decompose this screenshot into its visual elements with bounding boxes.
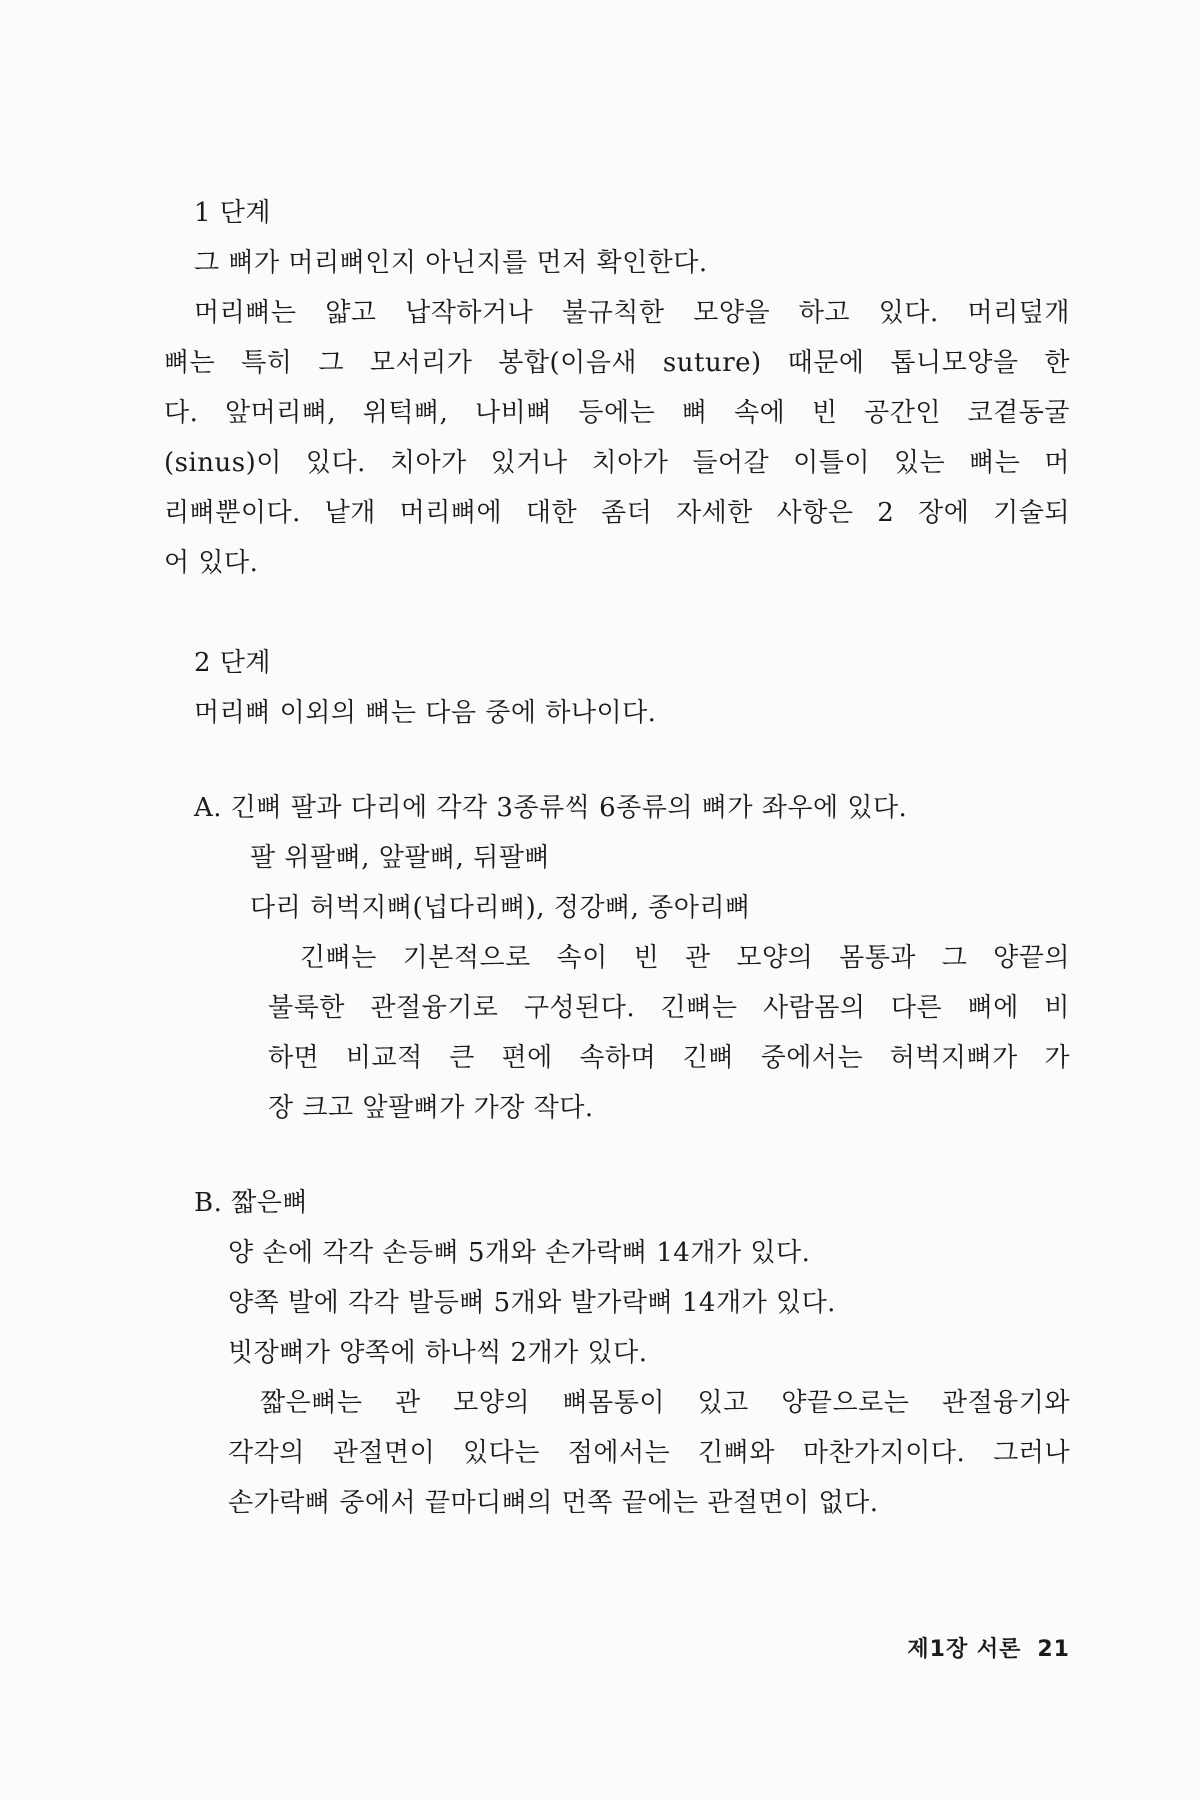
sectionA-para-line: 하면 비교적 큰 편에 속하며 긴뼈 중에서는 허벅지뼈가 가 xyxy=(268,1043,1070,1073)
sectionA-para-line: 불룩한 관절융기로 구성된다. 긴뼈는 사람몸의 다른 뼈에 비 xyxy=(268,993,1070,1023)
sectionB-para-line: 짧은뼈는 관 모양의 뼈몸통이 있고 양끝으로는 관절융기와 xyxy=(260,1388,1070,1418)
step2-intro: 머리뼈 이외의 뼈는 다음 중에 하나이다. xyxy=(194,698,657,728)
sectionB-item: 양 손에 각각 손등뼈 5개와 손가락뼈 14개가 있다. xyxy=(228,1238,811,1268)
step1-para-line: (sinus)이 있다. 치아가 있거나 치아가 들어갈 이틀이 있는 뼈는 머 xyxy=(164,448,1070,478)
page-footer xyxy=(850,1630,1070,1670)
step1-para-line: 어 있다. xyxy=(164,548,259,578)
sectionA-para-line: 장 크고 앞팔뼈가 가장 작다. xyxy=(268,1093,594,1123)
step1-para-line: 뼈는 특히 그 모서리가 봉합(이음새 suture) 때문에 톱니모양을 한 xyxy=(164,348,1070,378)
sectionB-para-line: 손가락뼈 중에서 끝마디뼈의 먼쪽 끝에는 관절면이 없다. xyxy=(228,1488,879,1518)
step1-heading: 1 단계 xyxy=(194,198,272,228)
step1-para-line: 리뼈뿐이다. 낱개 머리뼈에 대한 좀더 자세한 사항은 2 장에 기술되 xyxy=(164,498,1070,528)
page-number: 21 xyxy=(1037,1637,1070,1662)
sectionB-heading: B. 짧은뼈 xyxy=(194,1188,308,1218)
chapter-title: 제1장 서론 xyxy=(907,1637,1022,1662)
step1-para-line: 다. 앞머리뼈, 위턱뼈, 나비뼈 등에는 뼈 속에 빈 공간인 코곁동굴 xyxy=(164,398,1070,428)
sectionB-para-line: 각각의 관절면이 있다는 점에서는 긴뼈와 마찬가지이다. 그러나 xyxy=(228,1438,1070,1468)
step1-para-line: 머리뼈는 얇고 납작하거나 불규칙한 모양을 하고 있다. 머리덮개 xyxy=(194,298,1070,328)
sectionA-arm: 팔 위팔뼈, 앞팔뼈, 뒤팔뼈 xyxy=(250,843,550,873)
sectionB-item: 양쪽 발에 각각 발등뼈 5개와 발가락뼈 14개가 있다. xyxy=(228,1288,836,1318)
sectionA-leg: 다리 허벅지뼈(넙다리뼈), 정강뼈, 종아리뼈 xyxy=(250,893,751,923)
sectionA-heading: A. 긴뼈 팔과 다리에 각각 3종류씩 6종류의 뼈가 좌우에 있다. xyxy=(194,793,908,823)
sectionA-para-line: 긴뼈는 기본적으로 속이 빈 관 모양의 몸통과 그 양끝의 xyxy=(300,943,1070,973)
step2-heading: 2 단계 xyxy=(194,648,272,678)
sectionB-item: 빗장뼈가 양쪽에 하나씩 2개가 있다. xyxy=(228,1338,648,1368)
step1-intro: 그 뼈가 머리뼈인지 아닌지를 먼저 확인한다. xyxy=(194,248,708,278)
